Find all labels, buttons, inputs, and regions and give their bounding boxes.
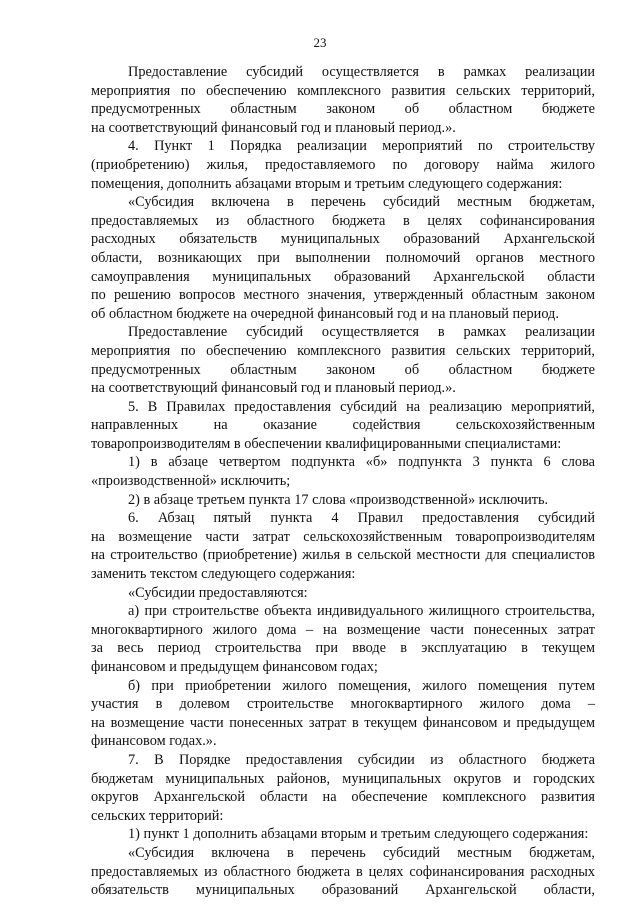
text-line: бюджетам муниципальных районов, муниципальных округов и городских: [91, 770, 595, 787]
text-line: 1) в абзаце четвертом подпункта «б» подпункта 3 пункта 6 слова: [128, 454, 595, 471]
text-line: расходных обязательств муниципальных образований Архангельской: [91, 231, 595, 248]
text-line: за весь период строительства при вводе в эксплуатацию в текущем: [91, 640, 595, 657]
text-line: сельских территорий:: [91, 807, 224, 824]
text-line: 2) в абзаце третьем пункта 17 слова «производственной» исключить.: [128, 491, 549, 508]
text-line: направленных на оказание содействия сельскохозяйственным: [91, 417, 595, 434]
page-number: 23: [313, 35, 327, 50]
text-line: на возмещение части понесенных затрат в текущем финансовом и предыдущем: [91, 714, 595, 731]
text-line: Предоставление субсидий осуществляется в рамках реализации: [128, 324, 595, 341]
text-line: самоуправления муниципальных образований Архангельской области: [91, 268, 595, 285]
text-line: по решению вопросов местного значения, утвержденный областным законом: [91, 287, 595, 304]
text-line: на соответствующий финансовый год и плановый период.».: [91, 119, 456, 136]
text-line: товаропроизводителям в обеспечении квалифицированными специалистами:: [91, 435, 562, 452]
text-line: предусмотренных областным законом об областном бюджете: [91, 361, 595, 378]
text-line: области, возникающих при выполнении полномочий органов местного: [91, 249, 595, 266]
text-line: Предоставление субсидий осуществляется в рамках реализации: [128, 64, 595, 80]
text-line: на строительство (приобретение) жилья в сельской местности для специалистов: [91, 547, 595, 564]
text-line: «Субсидия включена в перечень субсидий местным бюджетам,: [128, 844, 595, 861]
text-line: об областном бюджете на очередной финансовый год и на плановый период.: [91, 305, 559, 322]
text-line: предоставляемых из областного бюджета в целях софинансирования расходных: [91, 863, 595, 880]
text-line: 5. В Правилах предоставления субсидий на реализацию мероприятий,: [128, 398, 595, 415]
text-line: финансовом годах.».: [91, 733, 217, 750]
text-line: мероприятия по обеспечению комплексного развития сельских территорий,: [91, 342, 595, 359]
text-line: на возмещение части затрат сельскохозяйственным товаропроизводителям: [91, 528, 595, 545]
text-line: «Субсидия включена в перечень субсидий местным бюджетам,: [128, 194, 595, 211]
text-line: «производственной» исключить;: [91, 473, 291, 490]
text-line: участия в долевом строительстве многоквартирного жилого дома –: [91, 696, 595, 713]
text-line: а) при строительстве объекта индивидуального жилищного строительства,: [128, 603, 595, 620]
text-line: обязательств муниципальных образований Архангельской области,: [91, 882, 595, 899]
text-line: б) при приобретении жилого помещения, жилого помещения путем: [128, 677, 595, 694]
text-line: 6. Абзац пятый пункта 4 Правил предоставления субсидий: [128, 510, 595, 527]
text-line: 1) пункт 1 дополнить абзацами вторым и третьим следующего содержания:: [128, 826, 589, 843]
text-line: финансовом и предыдущем финансовом годах;: [91, 659, 378, 675]
text-line: 4. Пункт 1 Порядка реализации мероприятий по строительству: [128, 138, 595, 155]
text-line: мероприятия по обеспечению комплексного развития сельских территорий,: [91, 82, 595, 99]
text-line: заменить текстом следующего содержания:: [91, 566, 356, 583]
text-line: (приобретению) жилья, предоставляемого по договору найма жилого: [91, 156, 595, 173]
text-line: на соответствующий финансовый год и плановый период.».: [91, 380, 456, 397]
text-line: предоставляемых из областного бюджета в целях софинансирования: [91, 212, 595, 229]
text-line: 7. В Порядке предоставления субсидии из областного бюджета: [128, 751, 595, 768]
text-line: округов Архангельской области на обеспечение комплексного развития: [91, 789, 595, 806]
document-body: [91, 63, 595, 900]
text-line: многоквартирного жилого дома – на возмещение части понесенных затрат: [91, 621, 595, 638]
text-line: помещения, дополнить абзацами вторым и третьим следующего содержания:: [91, 175, 563, 192]
text-line: «Субсидии предоставляются:: [128, 584, 308, 601]
text-line: предусмотренных областным законом об областном бюджете: [91, 101, 595, 118]
